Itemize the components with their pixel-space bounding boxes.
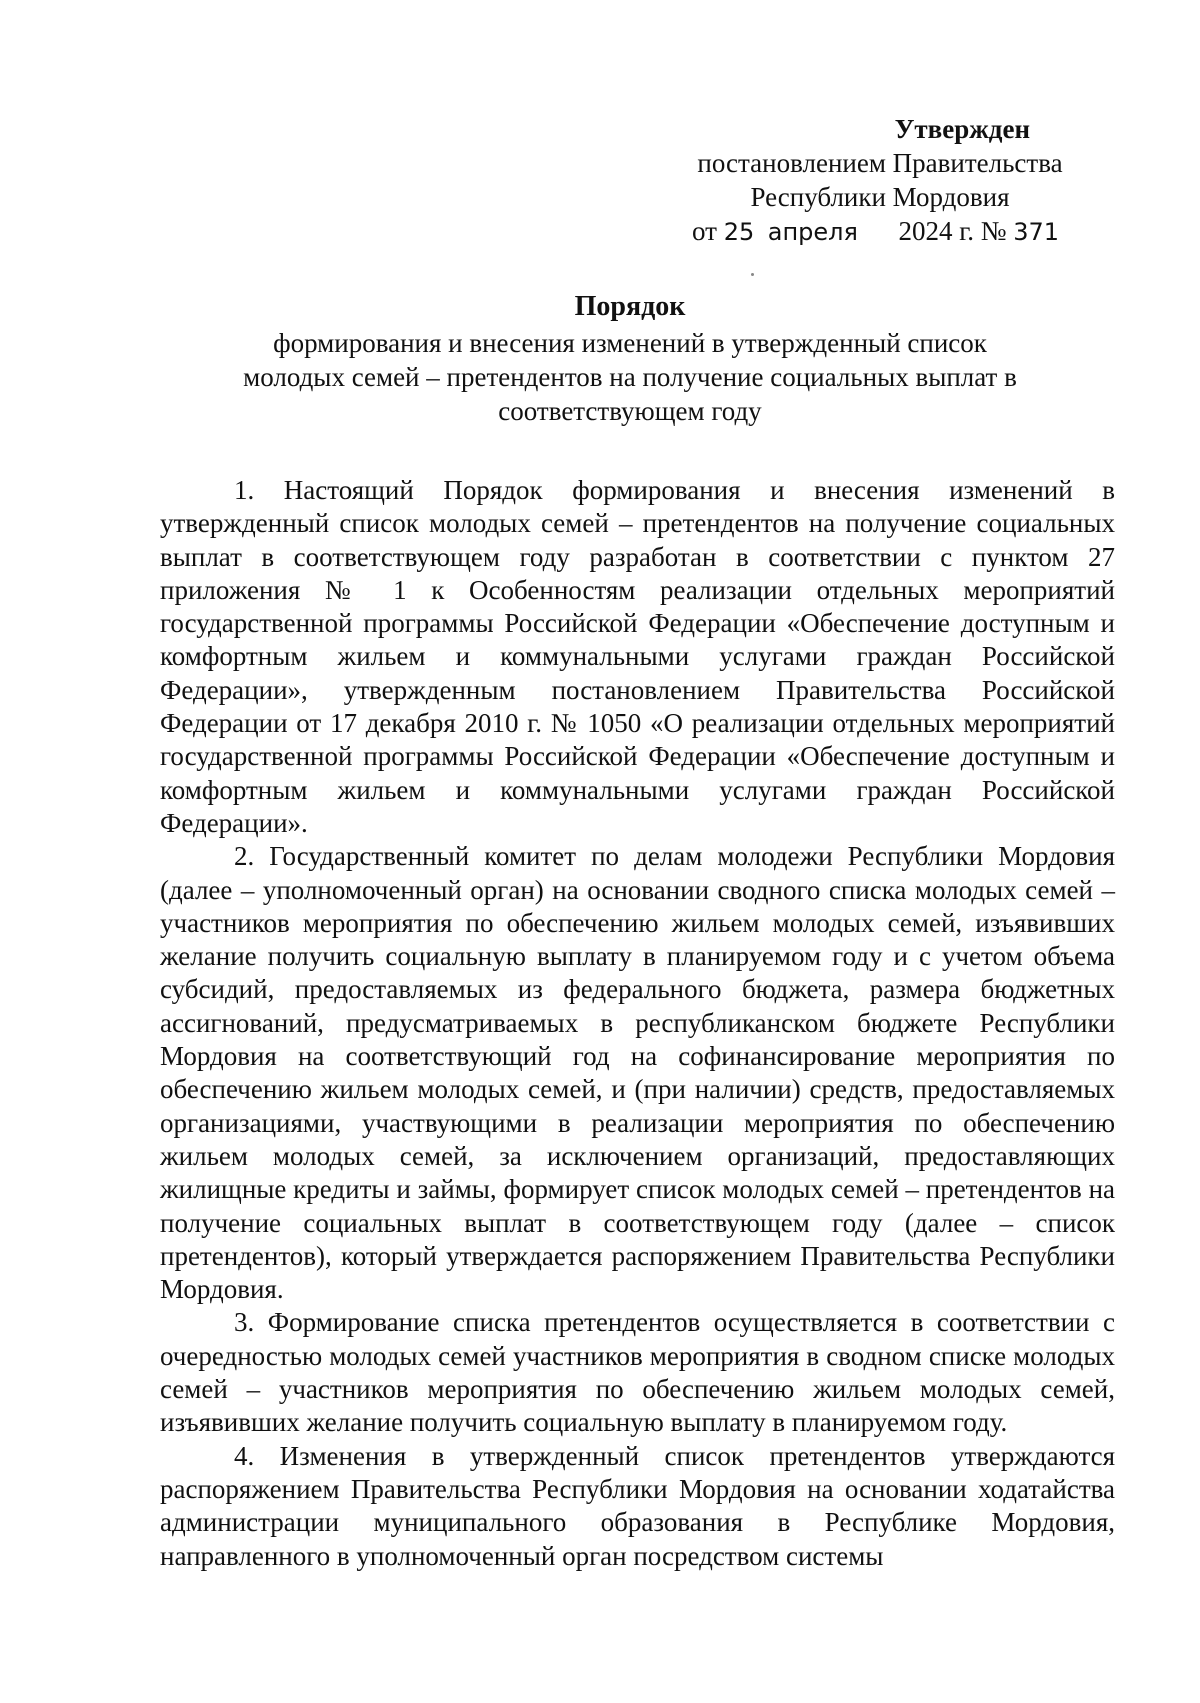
approval-line-2: Республики Мордовия (750, 182, 1010, 212)
date-prefix: от (692, 216, 717, 246)
approval-stamp-block (660, 112, 1100, 249)
paragraph-3: 3. Формирование списка претендентов осуществляется в соответствии с очередностью молодых семей участников мероприятия в сводном списке молодых семей – участников мероприятия по обеспечению жильем молодых семей, изъявивших желание получить социальную выплату в планируемом году. (160, 1307, 1115, 1438)
paragraph-1: 1. Настоящий Порядок формирования и внесения изменений в утвержденный список молодых семей – претендентов на получение социальных выплат в соответствующем году разработан в соответствии с пунктом 27 приложения № 1 к Особенностям реализации отдельных мероприятий государственной программы Российской Федерации «Обеспечение доступным и комфортным жильем и коммунальными услугами граждан Российской Федерации», утвержденным постановлением Правительства Российской Федерации от 17 декабря 2010 г. № 1050 «О реализации отдельных мероприятий государственной программы Российской Федерации «Обеспечение доступным и комфортным жильем и коммунальными услугами граждан Российской Федерации». (160, 475, 1115, 838)
approval-title: Утвержден (894, 114, 1030, 144)
paragraph-4: 4. Изменения в утвержденный список претендентов утверждаются распоряжением Правительства Республики Мордовия на основании ходатайства администрации муниципального образования в Республике Мордовия, направленного в уполномоченный орган посредством системы (160, 1440, 1115, 1571)
document-title-block (150, 290, 1110, 428)
date-year: 2024 г. № (898, 216, 1007, 246)
document-subtitle-line-2: молодых семей – претендентов на получение социальных выплат в (243, 362, 1017, 392)
paragraph-2: 2. Государственный комитет по делам молодежи Республики Мордовия (далее – уполномоченный орган) на основании сводного списка молодых семей – участников мероприятия по обеспечению жильем молодых семей, изъявивших желание получить социальную выплату в планируемом году и с учетом объема субсидий, предоставляемых из федерального бюджета, размера бюджетных ассигнований, предусматриваемых в республиканском бюджете Республики Мордовия на соответствующий год на софинансирование мероприятия по обеспечению жильем молодых семей, и (при наличии) средств, предоставляемых организациями, участвующими в реализации мероприятия по обеспечению жильем молодых семей, за исключением организаций, предоставляющих жилищные кредиты и займы, формирует список молодых семей – претендентов на получение социальных выплат в соответствующем году (далее – список претендентов), который утверждается распоряжением Правительства Республики Мордовия. (160, 841, 1115, 1305)
document-subtitle-line-3: соответствующем году (498, 396, 762, 426)
scan-speck (751, 273, 754, 276)
document-subtitle-line-1: формирования и внесения изменений в утвержденный список (273, 328, 987, 358)
date-month: апреля (767, 218, 858, 246)
document-number: 371 (1013, 218, 1060, 246)
date-day: 25 (723, 218, 755, 246)
approval-date-line (660, 214, 1100, 249)
document-heading: Порядок (574, 291, 686, 322)
approval-line-1: постановлением Правительства (697, 148, 1063, 178)
document-body (160, 474, 1115, 1573)
